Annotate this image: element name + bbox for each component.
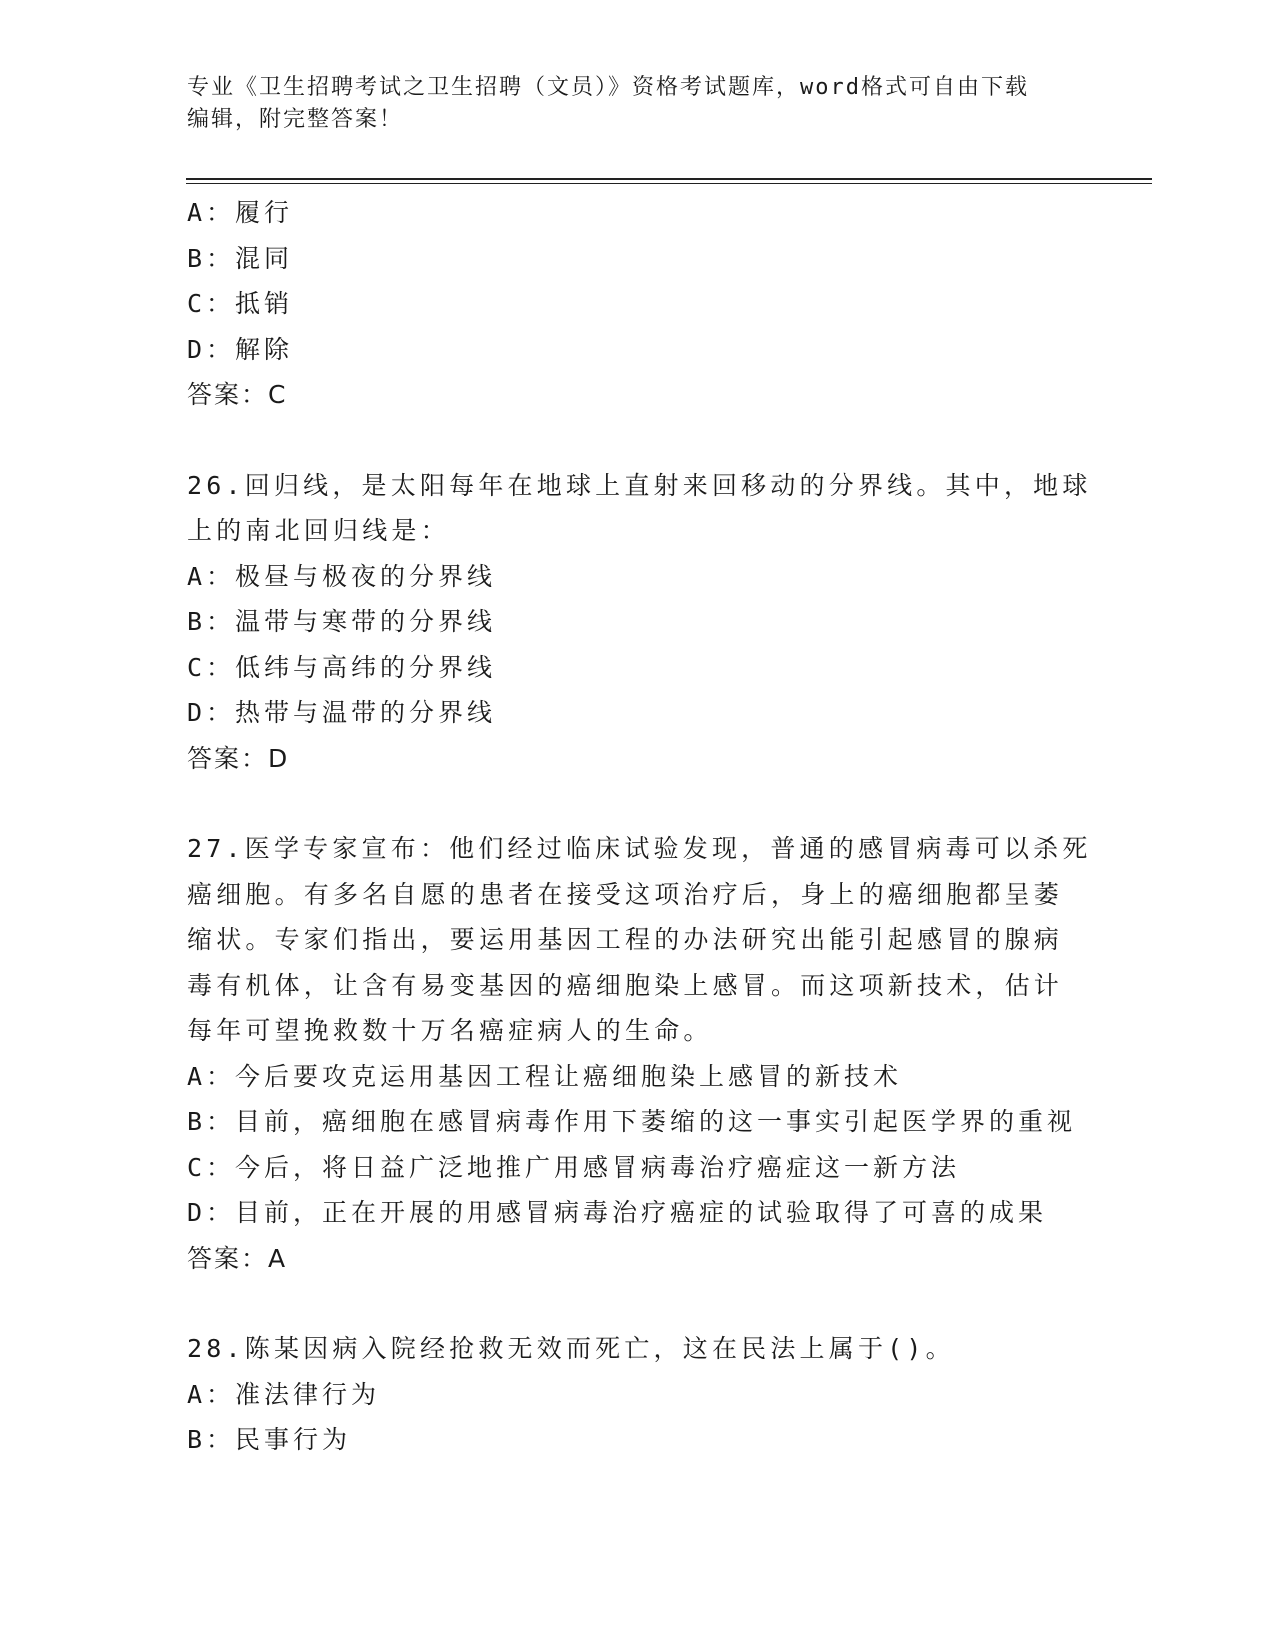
header-divider	[186, 178, 1152, 184]
option-a: A：极昼与极夜的分界线	[187, 561, 497, 591]
question-28	[187, 1326, 1087, 1463]
document-header	[187, 72, 1067, 136]
stem-line: 26.回归线，是太阳每年在地球上直射来回移动的分界线。其中，地球	[187, 470, 1092, 500]
stem-line: 每年可望挽救数十万名癌症病人的生命。	[187, 1016, 713, 1045]
option-c: C：抵销	[187, 289, 294, 318]
question-stem	[187, 826, 1092, 1054]
question-26	[187, 463, 1092, 782]
option-a: A：履行	[187, 198, 294, 227]
option-b: B：温带与寒带的分界线	[187, 607, 497, 636]
question-25-continued	[187, 190, 1087, 418]
stem-line: 上的南北回归线是：	[187, 516, 450, 545]
question-stem	[187, 1326, 1087, 1372]
stem-line: 癌细胞。有多名自愿的患者在接受这项治疗后，身上的癌细胞都呈萎	[187, 879, 1064, 909]
stem-line: 27.医学专家宣布：他们经过临床试验发现，普通的感冒病毒可以杀死	[187, 834, 1092, 863]
option-a: A：准法律行为	[187, 1379, 381, 1409]
header-line-1: 专业《卫生招聘考试之卫生招聘（文员）》资格考试题库，word格式可自由下载	[187, 75, 1029, 100]
stem-line: 缩状。专家们指出，要运用基因工程的办法研究出能引起感冒的腺病	[187, 925, 1064, 954]
option-b: B：民事行为	[187, 1425, 352, 1454]
header-line-2: 编辑，附完整答案！	[187, 107, 404, 132]
option-d: D：热带与温带的分界线	[187, 698, 497, 727]
question-stem	[187, 463, 1092, 554]
option-b: B：混同	[187, 243, 294, 273]
stem-line: 毒有机体，让含有易变基因的癌细胞染上感冒。而这项新技术，估计	[187, 970, 1064, 1000]
option-d: D：解除	[187, 334, 294, 364]
answer-line: 答案：A	[187, 1243, 288, 1273]
spacer	[187, 781, 1087, 826]
option-a: A：今后要攻克运用基因工程让癌细胞染上感冒的新技术	[187, 1061, 903, 1091]
spacer	[187, 1281, 1087, 1326]
answer-line: 答案：D	[187, 743, 290, 773]
stem-line: 28.陈某因病入院经抢救无效而死亡，这在民法上属于()。	[187, 1334, 955, 1363]
question-content	[187, 190, 1092, 1463]
question-27	[187, 826, 1092, 1281]
option-d: D：目前，正在开展的用感冒病毒治疗癌症的试验取得了可喜的成果	[187, 1198, 1048, 1227]
option-b: B：目前，癌细胞在感冒病毒作用下萎缩的这一事实引起医学界的重视	[187, 1107, 1077, 1136]
answer-line: 答案：C	[187, 380, 288, 409]
spacer	[187, 418, 1087, 463]
option-c: C：今后，将日益广泛地推广用感冒病毒治疗癌症这一新方法	[187, 1152, 961, 1182]
option-c: C：低纬与高纬的分界线	[187, 652, 497, 682]
